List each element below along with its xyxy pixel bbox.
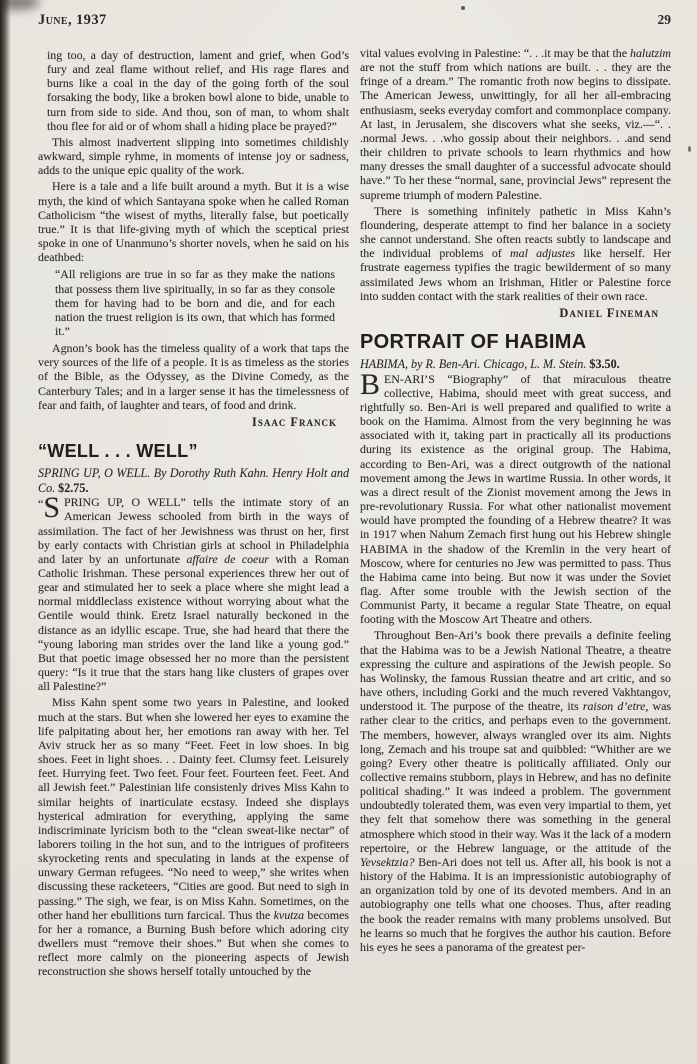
left-column [38,46,349,1064]
book-citation: HABIMA, by R. Ben-Ari. Chicago, L. M. Stein. $3.50. [360,357,620,372]
scan-speck [688,146,691,152]
drop-cap: “S [38,491,61,525]
page-header [38,12,671,29]
scan-gutter-shadow [0,0,11,1064]
body-paragraph: This almost inadvertent slipping into sometimes childishly awkward, simple ryhme, in moments of intense joy or sadness, adds to the unique epic quality of the work. [38,134,349,178]
block-quote: “All religions are true in so far as they make the nations that possess them live spiritually, in so far as they console them for having had to be born and die, and for each nation the truest religion is its own, that which has formed it.” [55,267,335,338]
drop-cap: B [360,367,381,401]
reviewer-byline: Daniel Fineman [559,305,659,320]
review-paragraph: Miss Kahn spent some two years in Palestine, and looked much at the stars. But when she lowered her eyes to examine the life palpitating about her, her emotions ran away with her. Tel Aviv struck her as so many “Feet. Feet in low shoes. In big shoes. Feet in light shoes. . . Dainty feet. Clumsy feet. Leisurely feet. Hurrying feet. Two feet. Four feet. Fourteen feet. Feet. And all Jewish feet.” Palestinian life consistenly drives Miss Kahn to similar heights of inarticulate ecstasy. Indeed she displays hysterical admiration for everything, applying the same indiscriminate lyricism both to the “clean sweat-like nectar” of laborers toiling in the hot sun, and to the intrigues of profiteers skyrocketing rents and speculating in lands at the expense of unwary German refugees. “No need to weep,” she writes when discussing these racketeers, “Cities are good. But need to sigh in passing.” The sigh, we fear, is on Miss Kahn. Sometimes, on the other hand her ebullitions turn farcical. Thus the kvutza becomes for her a romance, a Burning Bush before which adoring city dwellers must “remove their shoes.” But when she comes to reflect more calmly on the pioneering aspects of Jewish reconstruction she shows herself totally untouched by the [38,695,349,979]
issue-date: June, 1937 [38,12,107,28]
review-paragraph: “S PRING UP, O WELL” tells the intimate story of an American Jewess schooled from birth in the ways of assimilation. The fact of her Jewishness was thrust on her, first by early contacts with Christian girls at school in Philadelphia and later by an unfortunate affaire de coeur with a Roman Catholic Irishman. These personal experiences threw her out of gear and stimulated her to seek a place where she might lead a normal middleclass existence without worrying about what the Gentile would think. Eretz Israel naturally beckoned in the distance as an idyllic escape. True, she had heard that there the “young laboring man strides over the land like a young god.” But that poetic image obsessed her no more than the persistent query: “Is it true that the stars hang like clusters of grapes over all Palestine?” [38,491,349,694]
two-column-layout [38,46,671,1064]
article-title: “WELL . . . WELL” [38,441,198,462]
body-paragraph: vital values evolving in Palestine: “. . .it may be that the halutzim are not the stuff from which nations are built. . . they are the fringe of a dream.” The romantic froth now begins to dissipate. The American Jewess, unwittingly, for all her all-embracing enthusiasm, seeks everyday comfort and commonplace company. At last, in Jerusalem, she discovers what she seeks, viz.—“. . .normal Jews. . .who gossip about their neighbors. . .and send their children to private schools to learn rhythmics and how many dresses the small daughter of a successful advocate should have.” To her these “normal, sane, provincial Jews” represent the supreme triumph of modern Palestine. [360,46,671,202]
quote-continuation-paragraph: ing too, a day of destruction, lament and grief, when God’s fury and zeal flame without relief, and His rage flares and burns like a coal in the day of the going forth of the soul forsaking the body, like a broken bowl alone to bide, unable to turn from side to side. And thou, son of man, to whom shalt thou flee for aid or of whom shall a hiding place be prayed?” [47,48,349,133]
right-column [360,46,671,1064]
review-paragraph: Throughout Ben-Ari’s book there prevails a definite feeling that the Habima was to be a Jewish National Theatre, a theatre expressing the culture and aspirations of the Jewish people. So has Wolinsky, the famous Russian theatre and art critic, and so have others, including Gorki and the much revered Vakhtangov, understood it. The purpose of the theatre, its raison d’etre, was rather clear to the critics, and perhaps even to the government. The members, however, always wrangled over its aim. Nights long, Zemach and his troupe sat and quibbled: “Whither are we going? Every other theatre is politically affiliated. Only our collective remains stubborn, plays in Hebrew, and has no definite political shading.” It was indeed a problem. The government undoubtedly tolerated them, was even very impartial to them, yet they felt that somehow there was something in the general atmosphere which stood in their way. Was it the lack of a modern repertoire, or the Hebrew language, or the attitude of the Yevsektzia? Ben-Ari does not tell us. After all, his book is not a history of the Habima. It is an impressionistic autobiography of an organization told by one of its devoted members. And in an autobiography one tells what one chooses. Thus, after reading the book the reader remains with many problems unsolved. But he learns so much that he forgives the author his caution. Before his eyes he sees a panorama of the greatest per- [360,628,671,954]
review-paragraph: BEN-ARI’S “Biography” of that miraculous theatre collective, Habima, should meet with great success, and rightfully so. Ben-Ari is well prepared and qualified to write a book on the Hamima. Almost from the very beginning he was associated with it, taking part in practically all its productions during its existence as the original group. The Habima, according to Ben-Ari, was a direct outgrowth of the national movement among the Jews in wartime Russia. In other words, it was a direct result of the Zionist movement among the Jews in pre-revolutionary Russia. For what other nationalist movement would have prompted the founding of a Hebrew theatre? It was in 1917 when Nahum Zemach first hung out his Hebrew shingle HABIMA in the shadow of the Kremlin in the very heart of Moscow, where for centuries no Jew was permitted to pass. Thus the Habima came into being. But now it was under the Soviet flag. After some trouble with the Jewish section of the Communist Party, it became a regular State Theatre, on equal footing with the Moscow Art Theatre and others. [360,367,671,627]
scan-speck [461,6,465,10]
body-paragraph: Agnon’s book has the timeless quality of a work that taps the very sources of the life of a people. It is as timeless as the stories of the Bible, as the Odyssey, as the Divine Comedy, as the Canterbury Tales; and in a larger sense it has the timelessness of fear and faith, of laughter and tears, of food and drink. [38,341,349,412]
scan-corner-smudge [0,0,40,10]
body-paragraph: Here is a tale and a life built around a myth. But it is a wise myth, the kind of which Santayana spoke when he called Roman Catholicism “the wisest of myths, literally false, but poetically true.” It is that life-giving myth of which the sceptical priest spoke in one of Unanmuno’s shorter novels, when he said on his deathbed: [38,179,349,265]
page-number: 29 [657,12,671,27]
article-title: PORTRAIT OF HABIMA [360,330,587,353]
book-citation: SPRING UP, O WELL. By Dorothy Ruth Kahn. Henry Holt and Co. $2.75. [38,466,349,495]
reviewer-byline: Isaac Franck [252,414,337,429]
body-paragraph: There is something infinitely pathetic in Miss Kahn’s floundering, desperate attempt to find her balance in a society she cannot understand. She often reacts subtly to landscape and the individual problems of mal adjustes like herself. Her frustrate eagerness typifies the tragic bewilderment of so many assimilated Jews whom an Irishman, Hitler or Palestine force into sudden contact with the stark realities of their own race. [360,203,671,303]
